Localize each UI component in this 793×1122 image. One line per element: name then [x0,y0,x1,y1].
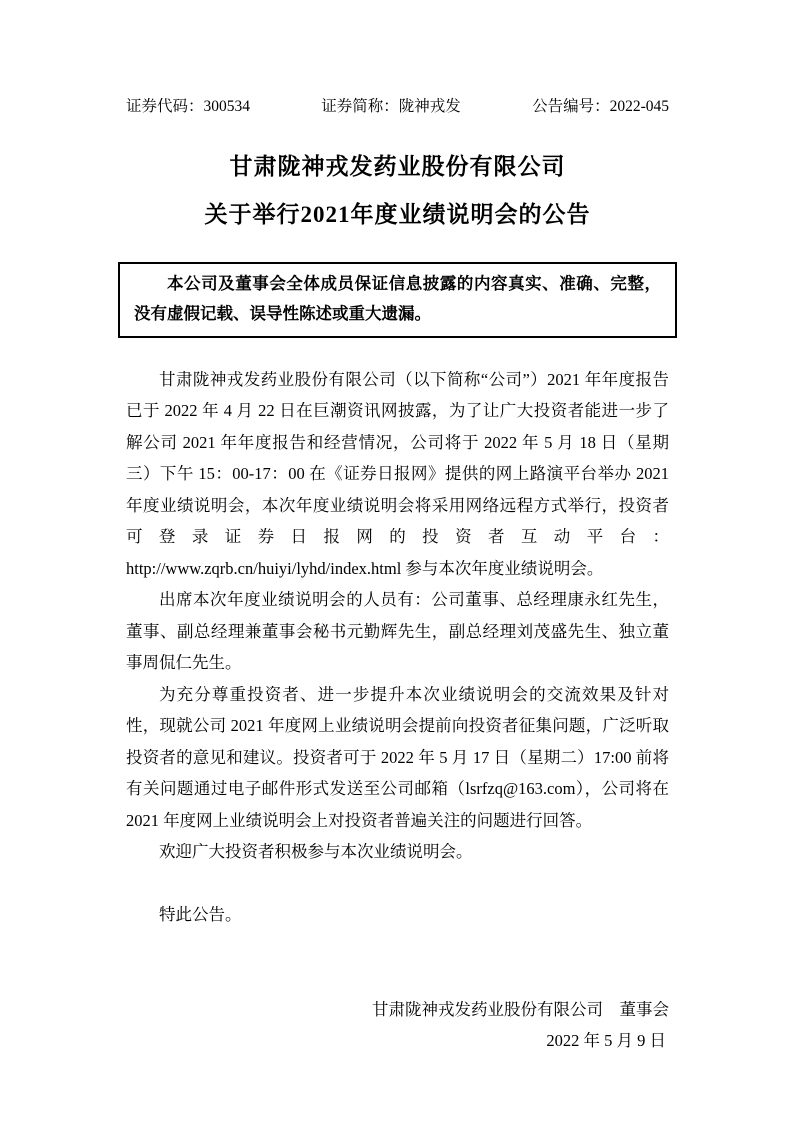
stock-name: 证券简称：陇神戎发 [321,98,461,115]
signature-block [126,994,669,1057]
paragraph-closing: 特此公告。 [159,905,242,925]
paragraph-welcome: 欢迎广大投资者积极参与本次业绩说明会。 [159,842,473,862]
paragraph-attendees: 出席本次年度业绩说明会的人员有：公司董事、总经理康永红先生，董事、副总经理兼董事会秘书元勤辉先生，副总经理刘茂盛先生、独立董事周侃仁先生。 [126,590,669,673]
announcement-title: 关于举行2021年度业绩说明会的公告 [204,202,591,228]
paragraph-meeting-arrangement: 甘肃陇神戎发药业股份有限公司（以下简称“公司”）2021 年年度报告已于 2022 年 4 月 22 日在巨潮资讯网披露，为了让广大投资者能进一步了解公司 2021 年年度报告和经营情况，公司将于 2022 年 5 月 18 日（星期三）下午 15：00-17：00 在《证券日报网》提供的网上路演平台举办 2021 年度业绩说明会，本次年度业绩说明会将采用网络远程方式举行，投资者可登录证券日报网的投资者互动平台：http://www.zqrb.cn/huiyi/lyhd/index.html 参与本次年度业绩说明会。 [126,369,669,578]
document-header [126,96,669,117]
document-body [126,364,669,931]
disclosure-notice-box [118,262,677,338]
signature-company: 甘肃陇神戎发药业股份有限公司 董事会 [372,999,669,1019]
company-title: 甘肃陇神戎发药业股份有限公司 [229,154,566,179]
disclosure-notice-text: 本公司及董事会全体成员保证信息披露的内容真实、准确、完整，没有虚假记载、误导性陈述或重大遗漏。 [134,273,661,323]
stock-code: 证券代码：300534 [126,98,251,115]
announcement-number: 公告编号：2022-045 [532,98,669,115]
signature-date: 2022 年 5 月 9 日 [546,1031,666,1051]
paragraph-question-collection: 为充分尊重投资者、进一步提升本次业绩说明会的交流效果及针对性，现就公司 2021 年度网上业绩说明会提前向投资者征集问题，广泛听取投资者的意见和建议。投资者可于 2022 年 5 月 17 日（星期二）17:00 前将有关问题通过电子邮件形式发送至公司邮箱（lsrfzq@163.com），公司将在 2021 年度网上业绩说明会上对投资者普遍关注的问题进行回答。 [126,684,669,830]
